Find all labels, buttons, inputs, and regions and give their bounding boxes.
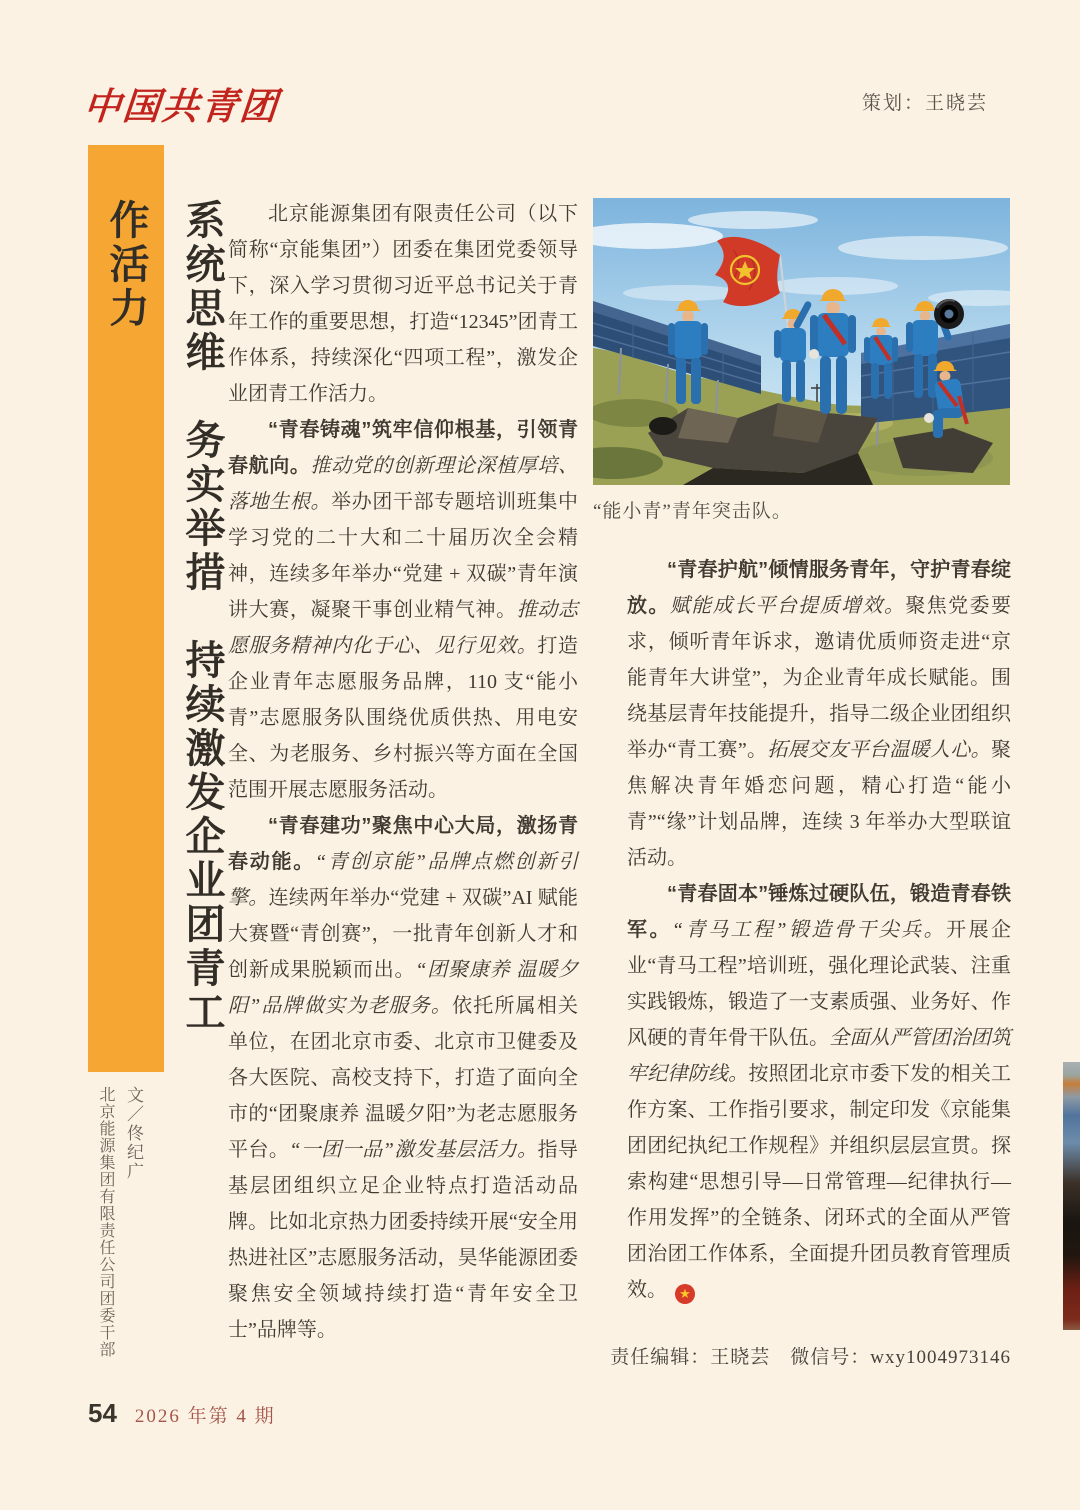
sidebar-banner (88, 145, 225, 1072)
editor-credit: 责任编辑：王晓芸 微信号：wxy1004973146 (610, 1347, 1011, 1368)
article-text-segment: 聚焦解决青年婚恋问题，精心打造“能小青”“缘”计划品牌，连续 3 年举办大型联谊活动。 (627, 739, 1011, 869)
article-text-segment: 按照团北京市委下发的相关工作方案、工作指引要求，制定印发《京能集团团纪执纪工作规程》并组织层层宣贯。探索构建“思想引导—日常管理—纪律执行—作用发挥”的全链条、闭环式的全面从严管团治团工作体系，全面提升团员教育管理质效。 (627, 1063, 1012, 1301)
photo-caption: “能小青”青年突击队。 (593, 501, 792, 522)
article-paragraph (228, 196, 578, 412)
article-text-segment: “青春固本”锤炼过硬队伍，锻造青春铁军。 (627, 883, 1011, 941)
issue-label: 2026 年第 4 期 (134, 1406, 276, 1427)
article-column-2 (627, 552, 1011, 1308)
article-text-segment: “青春护航”倾情服务青年，守护青春绽放。 (627, 559, 1011, 617)
article-text-segment: 拓展交友平台温暖人心。 (767, 739, 991, 761)
article-text-segment: “一团一品”激发基层活力。 (289, 1139, 538, 1161)
article-text-segment: 北京能源集团有限责任公司（以下简称“京能集团”）团委在集团党委领导下，深入学习贯彻习近平总书记关于青年工作的重要思想，打造“12345”团青工作体系，持续深化“四项工程”，激发企业团青工作活力。 (228, 203, 578, 405)
byline-author: 文／佟纪广 (124, 1086, 143, 1181)
team-photo (593, 198, 1010, 485)
article-paragraph (627, 552, 1011, 876)
cable-coil (934, 299, 964, 329)
article-text-segment: 聚焦党委要求，倾听青年诉求，邀请优质师资走进“京能青年大讲堂”，为企业青年成长赋能。围绕基层青年技能提升，指导二级企业团组织举办“青工赛”。 (627, 595, 1012, 761)
article-title-vertical: 系统思维 务实举措 持续激发企业团青工作活力 (104, 199, 225, 1035)
page-footer (88, 1398, 276, 1429)
article-text-segment: 全面从严管团治团筑牢纪律防线。 (627, 1027, 1012, 1085)
article-text-segment: “青马工程”锻造骨干尖兵。 (671, 919, 947, 941)
article-paragraph (627, 876, 1011, 1308)
page-number: 54 (88, 1398, 117, 1428)
article-text-segment: 依托所属相关单位，在团北京市委、北京市卫健委及各大医院、高校支持下，打造了面向全市的“团聚康养 温暖夕阳”为老志愿服务平台。 (228, 995, 579, 1161)
byline (92, 1086, 148, 1386)
planner-credit: 策划：王晓芸 (861, 93, 988, 114)
article-text-segment: “青创京能”品牌点燃创新引擎。 (228, 851, 578, 909)
article-text-segment: 打造企业青年志愿服务品牌，110 支“能小青”志愿服务队围绕优质供热、用电安全、为老服务、乡村振兴等方面在全国范围开展志愿服务活动。 (228, 635, 578, 801)
article-text-segment: 开展企业“青马工程”培训班，强化理论武装、注重实践锻炼，锻造了一支素质强、业务好、作风硬的青年骨干队伍。 (627, 919, 1012, 1049)
article-text-segment: 推动党的创新理论深植厚培、落地生根。 (228, 455, 578, 513)
page-edge-image-sliver (1063, 1062, 1080, 1330)
masthead-logo: 中国共青团 (81, 84, 281, 128)
byline-affiliation: 北京能源集团有限责任公司团委干部 (97, 1086, 114, 1358)
article-text-segment: 举办团干部专题培训班集中学习党的二十大和二十届历次全会精神，连续多年举办“党建 + 双碳”青年演讲大赛，凝聚干事创业精气神。 (228, 491, 578, 621)
article-text-segment: “团聚康养 温暖夕阳”品牌做实为老服务。 (228, 959, 579, 1017)
article-text-segment: “青春建功”聚焦中心大局，激扬青春动能。 (228, 815, 578, 873)
article-text-segment: 指导基层团组织立足企业特点打造活动品牌。比如北京热力团委持续开展“安全用热进社区”志愿服务活动，昊华能源团委聚焦安全领域持续打造“青年安全卫士”品牌等。 (228, 1139, 579, 1341)
article-paragraph (228, 808, 578, 1348)
article-text-segment: 推动志愿服务精神内化于心、见行见效。 (228, 599, 578, 657)
article-column-1 (228, 196, 578, 1348)
article-text-segment: 赋能成长平台提质增效。 (669, 595, 906, 617)
article-paragraph (228, 412, 578, 808)
article-text-segment: 连续两年举办“党建 + 双碳”AI 赋能大赛暨“青创赛”，一批青年创新人才和创新成果脱颖而出。 (228, 887, 579, 981)
end-star-icon: ★ (675, 1284, 695, 1304)
article-text-segment: “青春铸魂”筑牢信仰根基，引领青春航向。 (228, 419, 578, 477)
